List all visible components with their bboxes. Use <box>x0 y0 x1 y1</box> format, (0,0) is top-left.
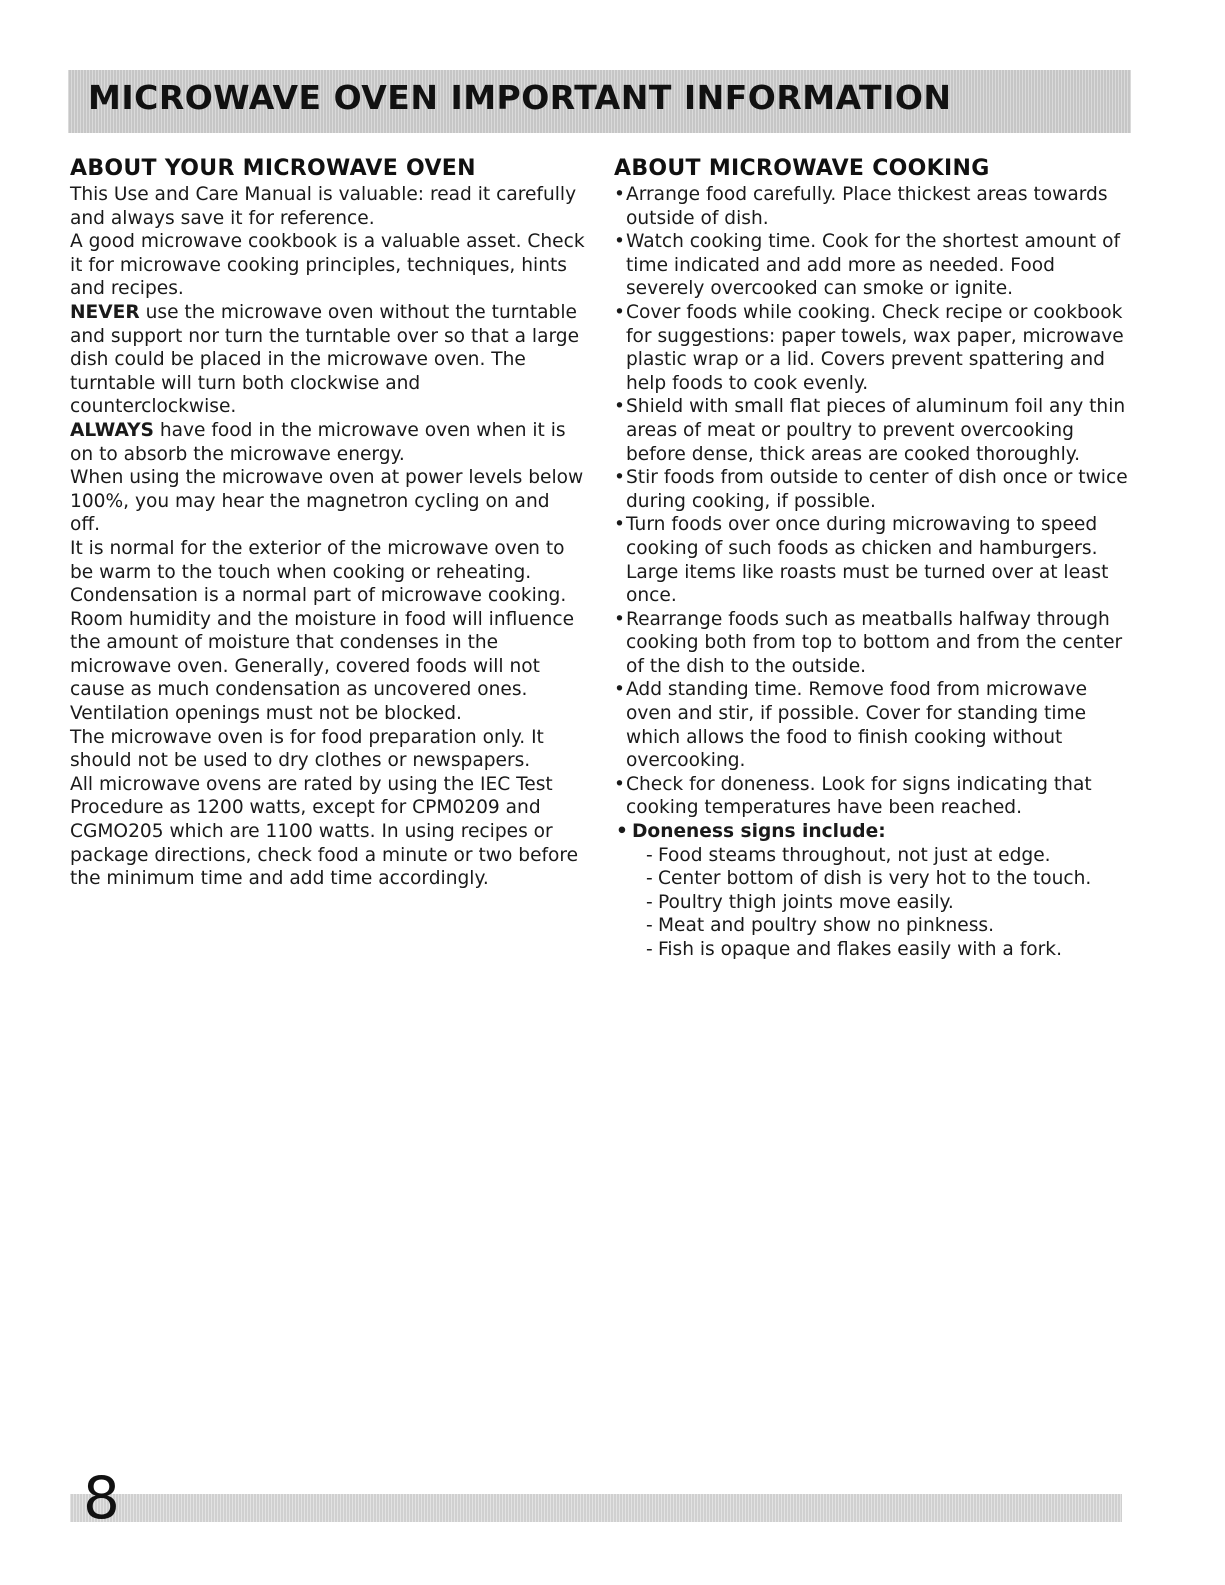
banner-title: MICROWAVE OVEN IMPORTANT INFORMATION <box>88 78 952 117</box>
list-item: - Poultry thigh joints move easily. <box>646 891 954 913</box>
paragraph-food-only: The microwave oven is for food preparation only. It should not be used to dry clothes or newspapers. <box>70 726 544 772</box>
left-column <box>70 155 585 891</box>
bullet-icon: • <box>614 679 625 701</box>
bullet-icon: • <box>616 821 628 843</box>
bullet-icon: • <box>614 396 625 418</box>
list-item: - Meat and poultry show no pinkness. <box>646 915 995 937</box>
list-item: • Turn foods over once during microwaving to speed cooking of such foods as chicken and hamburgers. Large items like roasts must be turned over at least once. <box>614 514 1109 607</box>
bullet-icon: • <box>614 608 625 630</box>
list-item: • Cover foods while cooking. Check recipe or cookbook for suggestions: paper towels, wax paper, microwave plastic wrap or a lid. Covers prevent spattering and help foods to cook evenly. <box>614 301 1124 394</box>
list-item: • Stir foods from outside to center of dish once or twice during cooking, if possible. <box>614 467 1128 512</box>
bullet-icon: • <box>614 467 625 489</box>
paragraph-never-warning <box>70 301 585 419</box>
page-number: 8 <box>83 1464 120 1532</box>
dash-icon: - <box>646 844 653 866</box>
footer-bar <box>70 1494 1122 1522</box>
list-item: • Add standing time. Remove food from microwave oven and stir, if possible. Cover for standing time which allows the food to finish cooking without overcooking. <box>614 679 1088 772</box>
section-heading-about-oven: ABOUT YOUR MICROWAVE OVEN <box>70 156 476 181</box>
paragraph-cookbook: A good microwave cookbook is a valuable asset. Check it for microwave cooking principles, techniques, hints and recipes. <box>70 231 585 300</box>
always-text: have food in the microwave oven when it is on to absorb the microwave energy. <box>70 419 566 465</box>
list-item: • Watch cooking time. Cook for the shortest amount of time indicated and add more as needed. Food severely overcooked can smoke or ignite. <box>614 231 1121 300</box>
cooking-tips-list <box>614 183 1134 820</box>
right-column <box>614 155 1134 962</box>
paragraph-wattage: All microwave ovens are rated by using the IEC Test Procedure as 1200 watts, except for CPM0209 and CGMO205 which are 1100 watts. In using recipes or package directions, check food a minute or two before the minimum time and add time accordingly. <box>70 773 579 890</box>
paragraph-always-warning <box>70 419 585 466</box>
page-banner <box>68 70 1131 133</box>
dash-icon: - <box>646 939 653 960</box>
list-item: - Food steams throughout, not just at edge. <box>646 844 1051 866</box>
list-item: • Shield with small flat pieces of aluminum foil any thin areas of meat or poultry to prevent overcooking before dense, thick areas are cooked thoroughly. <box>614 396 1126 465</box>
paragraph-manual-value: This Use and Care Manual is valuable: read it carefully and always save it for reference. <box>70 184 577 229</box>
bullet-icon: • <box>614 301 625 323</box>
bullet-icon: • <box>614 184 625 205</box>
section-heading-about-cooking: ABOUT MICROWAVE COOKING <box>614 156 990 181</box>
dash-icon: - <box>646 868 653 890</box>
bullet-icon: • <box>614 514 625 536</box>
dash-icon: - <box>646 915 653 937</box>
bullet-icon: • <box>614 231 625 253</box>
bullet-icon: • <box>614 773 625 795</box>
list-item: - Center bottom of dish is very hot to the touch. <box>646 868 1092 890</box>
dash-icon: - <box>646 891 653 913</box>
always-keyword: ALWAYS <box>70 419 154 441</box>
list-item: • Arrange food carefully. Place thickest areas towards outside of dish. <box>614 184 1108 229</box>
list-item: - Fish is opaque and flakes easily with a fork. <box>646 939 1062 960</box>
never-keyword: NEVER <box>70 301 140 323</box>
never-text: use the microwave oven without the turntable and support nor turn the turntable over so that a large dish could be placed in the microwave oven. The turntable will turn both clockwise and counterclockwise. <box>70 301 580 418</box>
paragraph-condensation: Condensation is a normal part of microwave cooking. Room humidity and the moisture in food will influence the amount of moisture that condenses in the microwave oven. Generally, covered foods will not cause as much condensation as uncovered ones. Ventilation openings must not be blocked. <box>70 585 575 725</box>
list-item: • Check for doneness. Look for signs indicating that cooking temperatures have been reached. <box>614 773 1092 819</box>
doneness-signs-list <box>614 844 1134 962</box>
doneness-heading: • Doneness signs include: <box>616 821 886 843</box>
paragraph-exterior-warm: It is normal for the exterior of the microwave oven to be warm to the touch when cooking or reheating. <box>70 537 565 583</box>
list-item: • Rearrange foods such as meatballs halfway through cooking both from top to bottom and from the center of the dish to the outside. <box>614 608 1123 677</box>
paragraph-power-levels: When using the microwave oven at power levels below 100%, you may hear the magnetron cycling on and off. <box>70 467 584 536</box>
